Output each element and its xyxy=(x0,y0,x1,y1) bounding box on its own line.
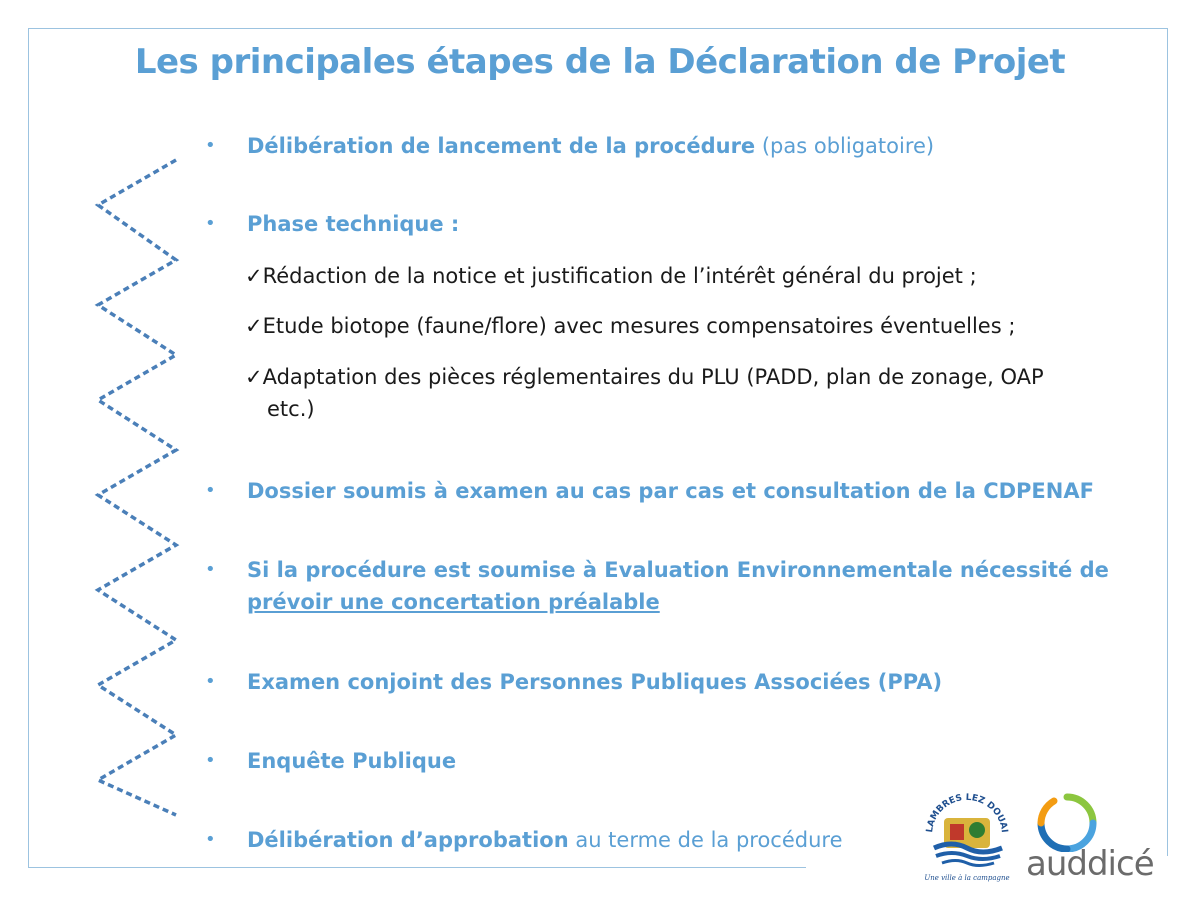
subitem-biotope xyxy=(245,310,1015,342)
bullet: • xyxy=(205,135,216,156)
bullet: • xyxy=(205,559,216,580)
town-logo xyxy=(922,790,1012,885)
step-note: au terme de la procédure xyxy=(568,828,843,852)
bullet: • xyxy=(205,213,216,234)
step-title: Dossier soumis à examen au cas par cas et consultation de la CDPENAF xyxy=(247,479,1094,503)
step-title: Examen conjoint des Personnes Publiques Associées (PPA) xyxy=(247,670,943,694)
step-title: Délibération de lancement de la procédure xyxy=(247,134,756,158)
bullet: • xyxy=(205,480,216,501)
step-note: (pas obligatoire) xyxy=(755,134,935,158)
subitem-text: Adaptation des pièces réglementaires du PLU (PADD, plan de zonage, OAP xyxy=(262,365,1044,389)
page-title: Les principales étapes de la Déclaration de Projet xyxy=(134,42,1066,82)
check-icon: ✓ xyxy=(245,365,263,389)
town-name: LAMBRES LEZ DOUAI xyxy=(925,792,1009,834)
company-logo xyxy=(1022,792,1170,882)
subitem-text: etc.) xyxy=(267,397,315,421)
company-name: auddicé xyxy=(1026,844,1154,884)
check-icon: ✓ xyxy=(245,264,263,288)
subitem-text: Etude biotope (faune/flore) avec mesures compensatoires éventuelles ; xyxy=(262,314,1016,338)
step-title: Enquête Publique xyxy=(247,749,457,773)
bullet: • xyxy=(205,671,216,692)
bullet: • xyxy=(205,750,216,771)
subitem-text: Rédaction de la notice et justification de l’intérêt général du projet ; xyxy=(262,264,977,288)
step-title-line1: Si la procédure est soumise à Evaluation Environnementale nécessité de xyxy=(247,558,1109,582)
subitem-adaptation-cont xyxy=(267,393,315,425)
step-title: Délibération d’approbation xyxy=(247,828,569,852)
step-title-line2: prévoir une concertation préalable xyxy=(247,590,660,614)
step-title: Phase technique : xyxy=(247,212,460,236)
zigzag-timeline xyxy=(88,150,188,820)
company-logo-mark xyxy=(1032,792,1102,852)
check-icon: ✓ xyxy=(245,314,263,338)
town-slogan: Une ville à la campagne xyxy=(924,874,1010,882)
subitem-notice xyxy=(245,260,977,292)
bullet: • xyxy=(205,829,216,850)
subitem-adaptation xyxy=(245,361,1044,393)
